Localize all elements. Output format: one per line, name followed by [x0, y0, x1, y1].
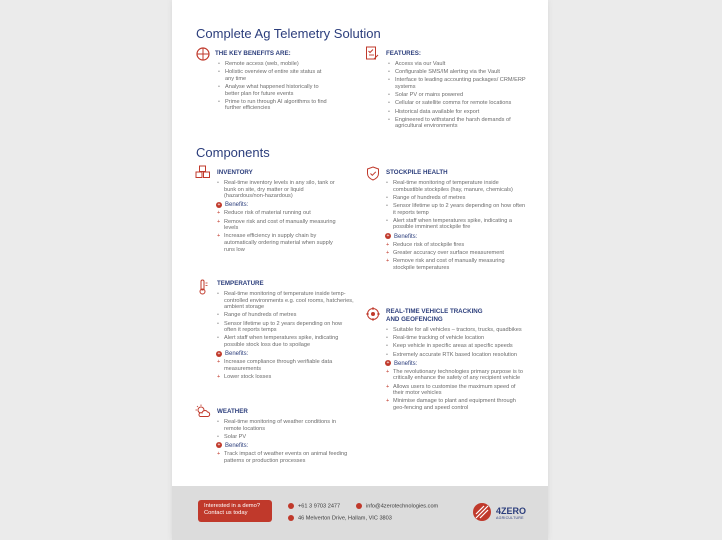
target-icon — [366, 307, 380, 321]
list-item: • Real-time monitoring of temperature inside combustible stockpiles (hay, manure, chemicals) — [385, 180, 527, 193]
benefits-heading: + Benefits: — [386, 232, 418, 240]
list-item: + Greater accuracy over surface measurement — [385, 250, 527, 257]
email-icon — [356, 503, 362, 509]
weather-section — [216, 419, 352, 466]
key-benefits-title: THE KEY BENEFITS ARE: — [215, 50, 291, 57]
list-item: • Remote access (web, mobile) — [217, 61, 329, 68]
list-item: • Solar PV or mains powered — [387, 92, 535, 99]
list-item: + Lower stock losses — [216, 374, 354, 381]
benefits-heading: + Benefits: — [217, 350, 249, 358]
crosshair-icon — [196, 47, 210, 61]
list-item: • Real-time tracking of vehicle location — [385, 335, 527, 342]
list-item: • Extremely accurate RTK based location resolution — [385, 352, 527, 359]
list-item: • Sensor lifetime up to 2 years depending on how often it reports temps — [216, 321, 354, 334]
vehicle-title: REAL-TIME VEHICLE TRACKING AND GEOFENCING — [386, 308, 483, 323]
demo-callout-button[interactable]: Interested in a demo? Contact us today — [198, 500, 272, 522]
list-item: + Track impact of weather events on animal feeding patterns or production processes — [216, 451, 352, 464]
document-page — [172, 0, 548, 540]
list-item: • Range of hundreds of metres — [216, 312, 354, 319]
list-item: • Real-time monitoring of weather conditions in remote locations — [216, 419, 352, 432]
list-item: + The revolutionary technologies primary purpose is to critically enhance the safety of any recipient vehicle — [385, 369, 527, 382]
list-item: • Historical data available for export — [387, 109, 535, 116]
list-item: • Analyse what happened historically to better plan for future events — [217, 84, 329, 97]
location-icon — [288, 515, 294, 521]
list-item: • Real-time monitoring of temperature inside temp-controlled environments e.g. cool rooms, hatcheries, ambient storage — [216, 291, 354, 311]
address-text: 46 Melverton Drive, Hallam, VIC 3803 — [288, 515, 392, 521]
benefits-heading: + Benefits: — [217, 201, 249, 209]
list-item: + Remove risk and cost of manually measuring levels — [216, 219, 344, 232]
temperature-section — [216, 291, 354, 382]
logo-mark-icon — [472, 500, 492, 529]
list-item: • Suitable for all vehicles – tractors, trucks, quadbikes — [385, 327, 527, 334]
plus-icon: + — [386, 232, 390, 239]
email-link[interactable]: info@4zerotechnologies.com — [356, 503, 438, 509]
list-item: • Range of hundreds of metres — [385, 195, 527, 202]
plus-icon: + — [386, 360, 390, 367]
key-benefits-list — [217, 61, 329, 114]
inventory-title: INVENTORY — [217, 169, 253, 176]
footer — [172, 486, 548, 540]
list-item: + Reduce risk of material running out — [216, 210, 344, 217]
checklist-icon — [365, 46, 379, 61]
shield-check-icon — [366, 166, 380, 181]
list-item: • Prime to run through AI algorithms to find further efficiencies — [217, 99, 329, 112]
sun-cloud-icon — [195, 404, 211, 418]
plus-icon: + — [217, 201, 221, 208]
list-item: • Real-time inventory levels in any silo, tank or bunk on site, dry matter or liquid (hazardous/non-hazardous) — [216, 180, 344, 200]
components-heading: Components — [196, 145, 270, 160]
list-item: + Remove risk and cost of manually measuring stockpile temperatures — [385, 258, 527, 271]
list-item: • Access via our Vault — [387, 61, 535, 68]
list-item: • Solar PV — [216, 434, 352, 441]
features-title: FEATURES: — [386, 50, 421, 57]
inventory-section — [216, 180, 344, 255]
features-list — [387, 61, 535, 132]
plus-icon: + — [217, 442, 221, 449]
temperature-title: TEMPERATURE — [217, 280, 264, 287]
list-item: • Engineered to withstand the harsh demands of agricultural environments — [387, 117, 535, 130]
list-item: + Reduce risk of stockpile fires — [385, 242, 527, 249]
list-item: • Sensor lifetime up to 2 years depending on how often it reports temp — [385, 203, 527, 216]
plus-icon: + — [217, 350, 221, 357]
page-title: Complete Ag Telemetry Solution — [196, 26, 381, 41]
list-item: • Keep vehicle in specific areas at specific speeds — [385, 343, 527, 350]
phone-icon — [288, 503, 294, 509]
list-item: + Allows users to customise the maximum speed of their motor vehicles — [385, 384, 527, 397]
list-item: + Minimise damage to plant and equipment through geo-fencing and speed control — [385, 398, 527, 411]
company-logo-text: 4ZERO — [496, 506, 527, 516]
list-item: • Alert staff when temperatures spike, indicating possible stock loss due to spoilage — [216, 335, 354, 348]
list-item: • Alert staff when temperatures spike, indicating a possible imminent stockpile fire — [385, 218, 527, 231]
list-item: • Interface to leading accounting packages/ CRM/ERP systems — [387, 77, 535, 90]
list-item: + Increase efficiency in supply chain by automatically ordering material when supply runs low — [216, 233, 344, 253]
boxes-icon — [195, 165, 211, 179]
benefits-heading: + Benefits: — [217, 442, 249, 449]
list-item: + Increase compliance through verifiable data measurements — [216, 359, 354, 372]
thermometer-icon — [197, 279, 209, 295]
phone-contact[interactable]: +61 3 9703 2477 — [288, 503, 340, 509]
stockpile-section — [385, 180, 527, 273]
list-item: • Configurable SMS/IM alerting via the Vault — [387, 69, 535, 76]
list-item: • Cellular or satellite comms for remote locations — [387, 100, 535, 107]
stockpile-title: STOCKPILE HEALTH — [386, 169, 448, 176]
weather-title: WEATHER — [217, 408, 248, 415]
benefits-heading: + Benefits: — [386, 360, 418, 367]
list-item: • Holistic overview of entire site status at any time — [217, 69, 329, 82]
company-logo-subtitle: AGRICULTURE — [496, 516, 524, 520]
vehicle-section — [385, 327, 527, 413]
